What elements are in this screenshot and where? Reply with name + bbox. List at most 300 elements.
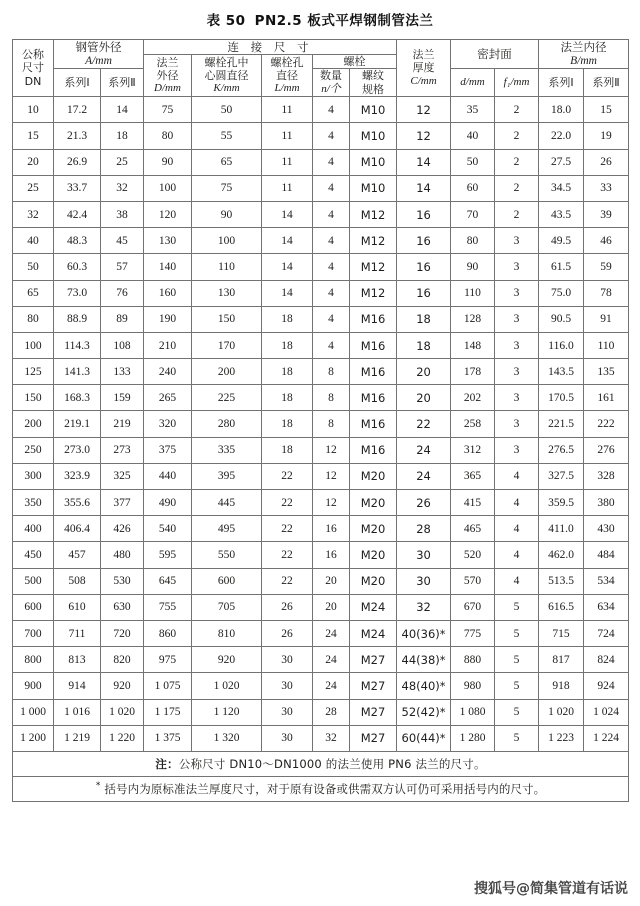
header-bolt-quantity-unit: n/个 <box>321 82 341 95</box>
cell-bolt-thread: M10 <box>350 97 397 123</box>
cell-bolt-qty: 24 <box>313 620 350 646</box>
cell-flange-od: 440 <box>144 463 192 489</box>
cell-seal-d: 670 <box>451 594 495 620</box>
table-row <box>13 594 629 620</box>
cell-flange-thickness: 48(40)* <box>397 673 451 699</box>
cell-bolt-qty: 4 <box>313 149 350 175</box>
cell-pipe-od-series2: 480 <box>101 542 144 568</box>
cell-flange-thickness: 24 <box>397 437 451 463</box>
cell-pipe-od-series1: 355.6 <box>54 490 101 516</box>
cell-flange-id-series1: 221.5 <box>539 411 584 437</box>
cell-seal-d: 128 <box>451 306 495 332</box>
header-series-2-pipe: 系列Ⅱ <box>101 69 144 97</box>
cell-seal-f1: 4 <box>495 490 539 516</box>
cell-bolt-circle-dia: 65 <box>192 149 262 175</box>
header-bolt-hole-l1: 螺栓孔 <box>270 55 304 69</box>
cell-flange-id-series1: 18.0 <box>539 97 584 123</box>
cell-pipe-od-series2: 45 <box>101 228 144 254</box>
cell-flange-od: 490 <box>144 490 192 516</box>
cell-bolt-hole-dia: 30 <box>262 725 313 751</box>
cell-seal-d: 60 <box>451 175 495 201</box>
cell-flange-id-series2: 222 <box>584 411 629 437</box>
cell-seal-d: 40 <box>451 123 495 149</box>
cell-flange-od: 210 <box>144 332 192 358</box>
cell-bolt-qty: 8 <box>313 385 350 411</box>
cell-bolt-qty: 4 <box>313 123 350 149</box>
table-row <box>13 673 629 699</box>
cell-flange-id-series1: 49.5 <box>539 228 584 254</box>
cell-bolt-circle-dia: 395 <box>192 463 262 489</box>
cell-flange-id-series2: 26 <box>584 149 629 175</box>
header-bolt-hole-unit: L/mm <box>274 82 300 95</box>
cell-flange-od: 1 175 <box>144 699 192 725</box>
cell-flange-id-series2: 484 <box>584 542 629 568</box>
header-pipe-od-l1: 钢管外径 <box>75 40 122 55</box>
cell-flange-thickness: 12 <box>397 97 451 123</box>
cell-flange-id-series1: 61.5 <box>539 254 584 280</box>
header-bolts: 螺栓 <box>313 55 397 69</box>
cell-flange-id-series2: 380 <box>584 490 629 516</box>
cell-pipe-od-series2: 76 <box>101 280 144 306</box>
cell-pipe-od-series2: 89 <box>101 306 144 332</box>
cell-bolt-thread: M20 <box>350 542 397 568</box>
cell-flange-thickness: 26 <box>397 490 451 516</box>
cell-seal-d: 110 <box>451 280 495 306</box>
cell-pipe-od-series1: 457 <box>54 542 101 568</box>
cell-flange-id-series1: 116.0 <box>539 332 584 358</box>
cell-flange-thickness: 30 <box>397 542 451 568</box>
cell-bolt-circle-dia: 55 <box>192 123 262 149</box>
cell-dn: 32 <box>13 201 54 227</box>
cell-flange-id-series2: 328 <box>584 463 629 489</box>
cell-pipe-od-series2: 377 <box>101 490 144 516</box>
cell-flange-od: 265 <box>144 385 192 411</box>
cell-flange-id-series1: 462.0 <box>539 542 584 568</box>
cell-bolt-hole-dia: 22 <box>262 568 313 594</box>
cell-seal-d: 1 080 <box>451 699 495 725</box>
cell-seal-d: 90 <box>451 254 495 280</box>
cell-pipe-od-series2: 325 <box>101 463 144 489</box>
cell-pipe-od-series1: 73.0 <box>54 280 101 306</box>
note-text: 公称尺寸 DN10～DN1000 的法兰使用 PN6 法兰的尺寸。 <box>178 756 486 771</box>
table-row <box>13 254 629 280</box>
header-row-1 <box>13 40 629 55</box>
watermark: 搜狐号@简集管道有话说 <box>474 881 628 897</box>
table-number: 表 50 <box>206 13 246 29</box>
cell-flange-thickness: 16 <box>397 201 451 227</box>
cell-seal-d: 148 <box>451 332 495 358</box>
cell-flange-id-series2: 110 <box>584 332 629 358</box>
table-row <box>13 385 629 411</box>
cell-seal-d: 415 <box>451 490 495 516</box>
cell-bolt-qty: 12 <box>313 490 350 516</box>
cell-pipe-od-series2: 133 <box>101 359 144 385</box>
cell-seal-f1: 2 <box>495 97 539 123</box>
header-series-1-pipe: 系列Ⅰ <box>54 69 101 97</box>
header-bolt-circle-diameter <box>192 55 262 97</box>
cell-flange-id-series2: 46 <box>584 228 629 254</box>
cell-bolt-qty: 32 <box>313 725 350 751</box>
cell-bolt-qty: 4 <box>313 175 350 201</box>
cell-flange-thickness: 18 <box>397 306 451 332</box>
cell-bolt-circle-dia: 200 <box>192 359 262 385</box>
header-bolt-hole-diameter <box>262 55 313 97</box>
cell-seal-d: 202 <box>451 385 495 411</box>
cell-bolt-circle-dia: 280 <box>192 411 262 437</box>
cell-pipe-od-series1: 21.3 <box>54 123 101 149</box>
cell-flange-od: 320 <box>144 411 192 437</box>
header-flange-od-l1: 法兰 <box>156 55 179 69</box>
cell-bolt-hole-dia: 18 <box>262 411 313 437</box>
cell-pipe-od-series1: 88.9 <box>54 306 101 332</box>
cell-flange-thickness: 22 <box>397 411 451 437</box>
header-bolt-circle-unit: K/mm <box>213 82 240 95</box>
cell-bolt-qty: 20 <box>313 568 350 594</box>
cell-seal-f1: 3 <box>495 332 539 358</box>
cell-bolt-qty: 4 <box>313 97 350 123</box>
cell-flange-id-series1: 90.5 <box>539 306 584 332</box>
header-bolt-circle-l1: 螺栓孔中 <box>204 55 249 69</box>
cell-dn: 50 <box>13 254 54 280</box>
header-pipe-od <box>54 40 144 69</box>
cell-pipe-od-series2: 32 <box>101 175 144 201</box>
cell-flange-id-series2: 33 <box>584 175 629 201</box>
header-series-1-flange-id: 系列Ⅰ <box>539 69 584 97</box>
cell-seal-f1: 3 <box>495 411 539 437</box>
cell-bolt-circle-dia: 920 <box>192 647 262 673</box>
cell-pipe-od-series1: 48.3 <box>54 228 101 254</box>
cell-pipe-od-series2: 14 <box>101 97 144 123</box>
cell-seal-d: 520 <box>451 542 495 568</box>
cell-bolt-hole-dia: 30 <box>262 647 313 673</box>
cell-pipe-od-series2: 1 020 <box>101 699 144 725</box>
cell-bolt-hole-dia: 22 <box>262 542 313 568</box>
cell-bolt-thread: M20 <box>350 463 397 489</box>
cell-seal-d: 465 <box>451 516 495 542</box>
table-footer <box>13 751 629 801</box>
cell-pipe-od-series1: 1 219 <box>54 725 101 751</box>
cell-bolt-hole-dia: 14 <box>262 228 313 254</box>
cell-pipe-od-series1: 508 <box>54 568 101 594</box>
cell-seal-f1: 3 <box>495 437 539 463</box>
cell-seal-f1: 3 <box>495 385 539 411</box>
cell-bolt-qty: 4 <box>313 254 350 280</box>
cell-flange-id-series1: 1 223 <box>539 725 584 751</box>
cell-bolt-qty: 12 <box>313 437 350 463</box>
cell-seal-f1: 2 <box>495 123 539 149</box>
cell-bolt-hole-dia: 18 <box>262 332 313 358</box>
cell-bolt-qty: 4 <box>313 332 350 358</box>
cell-flange-id-series2: 430 <box>584 516 629 542</box>
table-note <box>13 751 629 776</box>
cell-flange-id-series1: 411.0 <box>539 516 584 542</box>
cell-pipe-od-series1: 219.1 <box>54 411 101 437</box>
cell-bolt-hole-dia: 18 <box>262 359 313 385</box>
table-row <box>13 620 629 646</box>
cell-flange-id-series1: 817 <box>539 647 584 673</box>
cell-pipe-od-series2: 720 <box>101 620 144 646</box>
cell-seal-f1: 2 <box>495 149 539 175</box>
cell-bolt-hole-dia: 11 <box>262 123 313 149</box>
cell-bolt-circle-dia: 335 <box>192 437 262 463</box>
cell-dn: 1 200 <box>13 725 54 751</box>
cell-seal-f1: 3 <box>495 306 539 332</box>
header-seal-d: d/mm <box>451 69 495 97</box>
cell-bolt-thread: M27 <box>350 699 397 725</box>
cell-bolt-hole-dia: 26 <box>262 594 313 620</box>
cell-seal-f1: 5 <box>495 699 539 725</box>
cell-pipe-od-series1: 813 <box>54 647 101 673</box>
cell-bolt-thread: M16 <box>350 385 397 411</box>
cell-bolt-qty: 4 <box>313 228 350 254</box>
cell-bolt-thread: M12 <box>350 201 397 227</box>
table-footnote <box>13 776 629 801</box>
cell-flange-thickness: 14 <box>397 175 451 201</box>
cell-flange-id-series1: 276.5 <box>539 437 584 463</box>
cell-bolt-thread: M16 <box>350 359 397 385</box>
cell-dn: 400 <box>13 516 54 542</box>
cell-dn: 900 <box>13 673 54 699</box>
header-bolt-quantity-l1: 数量 <box>320 69 342 83</box>
cell-flange-od: 160 <box>144 280 192 306</box>
table-row <box>13 201 629 227</box>
header-nominal-size-l1: 公称 <box>22 48 44 61</box>
header-seal-f1: f₁/mm <box>495 69 539 97</box>
cell-bolt-hole-dia: 30 <box>262 673 313 699</box>
cell-seal-d: 178 <box>451 359 495 385</box>
table-container <box>0 39 640 802</box>
cell-flange-od: 140 <box>144 254 192 280</box>
table-row <box>13 332 629 358</box>
cell-flange-id-series2: 15 <box>584 97 629 123</box>
table-row <box>13 175 629 201</box>
cell-bolt-hole-dia: 30 <box>262 699 313 725</box>
header-sealing-face: 密封面 <box>451 40 539 69</box>
cell-bolt-circle-dia: 1 020 <box>192 673 262 699</box>
cell-flange-thickness: 60(44)* <box>397 725 451 751</box>
cell-flange-id-series1: 75.0 <box>539 280 584 306</box>
cell-flange-od: 120 <box>144 201 192 227</box>
table-row <box>13 359 629 385</box>
cell-pipe-od-series2: 920 <box>101 673 144 699</box>
header-bolt-thread-l1: 螺纹 <box>362 69 385 83</box>
cell-flange-thickness: 16 <box>397 228 451 254</box>
cell-flange-od: 755 <box>144 594 192 620</box>
cell-bolt-circle-dia: 50 <box>192 97 262 123</box>
cell-flange-thickness: 20 <box>397 385 451 411</box>
cell-bolt-hole-dia: 26 <box>262 620 313 646</box>
cell-flange-id-series2: 276 <box>584 437 629 463</box>
cell-bolt-hole-dia: 22 <box>262 490 313 516</box>
cell-seal-f1: 4 <box>495 568 539 594</box>
cell-pipe-od-series1: 406.4 <box>54 516 101 542</box>
cell-pipe-od-series1: 60.3 <box>54 254 101 280</box>
cell-flange-id-series1: 513.5 <box>539 568 584 594</box>
cell-dn: 10 <box>13 97 54 123</box>
cell-flange-id-series2: 924 <box>584 673 629 699</box>
cell-dn: 250 <box>13 437 54 463</box>
cell-flange-thickness: 40(36)* <box>397 620 451 646</box>
footnote-row <box>13 776 629 801</box>
cell-flange-thickness: 12 <box>397 123 451 149</box>
cell-pipe-od-series2: 630 <box>101 594 144 620</box>
header-nominal-size-l2: 尺寸 <box>22 61 44 75</box>
cell-pipe-od-series1: 114.3 <box>54 332 101 358</box>
cell-pipe-od-series2: 273 <box>101 437 144 463</box>
cell-flange-id-series2: 724 <box>584 620 629 646</box>
cell-bolt-qty: 4 <box>313 280 350 306</box>
cell-bolt-hole-dia: 22 <box>262 516 313 542</box>
cell-dn: 300 <box>13 463 54 489</box>
cell-bolt-thread: M27 <box>350 725 397 751</box>
cell-pipe-od-series1: 610 <box>54 594 101 620</box>
cell-flange-thickness: 32 <box>397 594 451 620</box>
table-row <box>13 97 629 123</box>
cell-dn: 125 <box>13 359 54 385</box>
cell-flange-thickness: 44(38)* <box>397 647 451 673</box>
cell-dn: 25 <box>13 175 54 201</box>
cell-bolt-qty: 8 <box>313 411 350 437</box>
cell-pipe-od-series1: 168.3 <box>54 385 101 411</box>
cell-flange-id-series2: 59 <box>584 254 629 280</box>
cell-flange-thickness: 28 <box>397 516 451 542</box>
header-bolt-quantity <box>313 69 350 97</box>
cell-bolt-thread: M16 <box>350 437 397 463</box>
cell-pipe-od-series1: 273.0 <box>54 437 101 463</box>
header-flange-od-l2: 外径 <box>156 68 179 82</box>
header-flange-thickness-l1: 法兰 <box>412 48 435 61</box>
cell-bolt-circle-dia: 150 <box>192 306 262 332</box>
table-row <box>13 280 629 306</box>
header-series-2-flange-id: 系列Ⅱ <box>584 69 629 97</box>
cell-bolt-hole-dia: 11 <box>262 149 313 175</box>
cell-pipe-od-series2: 1 220 <box>101 725 144 751</box>
cell-seal-d: 312 <box>451 437 495 463</box>
header-flange-thickness <box>397 40 451 97</box>
cell-seal-d: 880 <box>451 647 495 673</box>
header-nominal-size <box>13 40 54 97</box>
cell-pipe-od-series2: 108 <box>101 332 144 358</box>
cell-seal-f1: 4 <box>495 463 539 489</box>
cell-bolt-hole-dia: 11 <box>262 175 313 201</box>
cell-dn: 500 <box>13 568 54 594</box>
cell-bolt-hole-dia: 14 <box>262 254 313 280</box>
cell-bolt-hole-dia: 14 <box>262 280 313 306</box>
cell-bolt-thread: M24 <box>350 620 397 646</box>
cell-bolt-circle-dia: 130 <box>192 280 262 306</box>
cell-dn: 65 <box>13 280 54 306</box>
cell-bolt-circle-dia: 550 <box>192 542 262 568</box>
cell-bolt-thread: M12 <box>350 280 397 306</box>
cell-bolt-circle-dia: 600 <box>192 568 262 594</box>
cell-seal-d: 50 <box>451 149 495 175</box>
cell-seal-f1: 5 <box>495 620 539 646</box>
cell-flange-od: 190 <box>144 306 192 332</box>
cell-flange-thickness: 52(42)* <box>397 699 451 725</box>
cell-bolt-qty: 28 <box>313 699 350 725</box>
header-flange-thickness-unit: C/mm <box>410 74 437 87</box>
cell-seal-f1: 5 <box>495 647 539 673</box>
flange-dimensions-table <box>12 39 629 802</box>
cell-bolt-thread: M10 <box>350 175 397 201</box>
header-flange-od-unit: D/mm <box>154 82 181 95</box>
cell-seal-f1: 2 <box>495 201 539 227</box>
cell-flange-id-series2: 39 <box>584 201 629 227</box>
cell-flange-thickness: 24 <box>397 463 451 489</box>
cell-dn: 15 <box>13 123 54 149</box>
cell-flange-id-series2: 19 <box>584 123 629 149</box>
cell-bolt-thread: M24 <box>350 594 397 620</box>
cell-dn: 200 <box>13 411 54 437</box>
cell-bolt-qty: 24 <box>313 673 350 699</box>
cell-flange-thickness: 16 <box>397 280 451 306</box>
cell-bolt-thread: M10 <box>350 123 397 149</box>
cell-flange-id-series2: 78 <box>584 280 629 306</box>
cell-flange-id-series1: 170.5 <box>539 385 584 411</box>
table-row <box>13 490 629 516</box>
cell-flange-id-series1: 359.5 <box>539 490 584 516</box>
cell-bolt-hole-dia: 18 <box>262 437 313 463</box>
cell-bolt-thread: M20 <box>350 490 397 516</box>
header-bolt-circle-l2: 心圆直径 <box>204 68 249 82</box>
table-row <box>13 568 629 594</box>
table-row <box>13 228 629 254</box>
cell-bolt-thread: M20 <box>350 568 397 594</box>
table-row <box>13 123 629 149</box>
cell-dn: 150 <box>13 385 54 411</box>
table-row <box>13 647 629 673</box>
cell-bolt-thread: M27 <box>350 647 397 673</box>
cell-bolt-thread: M16 <box>350 306 397 332</box>
cell-flange-od: 375 <box>144 437 192 463</box>
cell-bolt-circle-dia: 170 <box>192 332 262 358</box>
cell-pipe-od-series1: 1 016 <box>54 699 101 725</box>
cell-flange-id-series2: 1 024 <box>584 699 629 725</box>
table-row <box>13 463 629 489</box>
cell-bolt-circle-dia: 110 <box>192 254 262 280</box>
cell-flange-thickness: 20 <box>397 359 451 385</box>
header-nominal-size-l3: DN <box>24 74 42 88</box>
cell-flange-id-series1: 34.5 <box>539 175 584 201</box>
cell-flange-od: 130 <box>144 228 192 254</box>
cell-flange-od: 100 <box>144 175 192 201</box>
cell-flange-id-series2: 161 <box>584 385 629 411</box>
cell-dn: 20 <box>13 149 54 175</box>
cell-bolt-circle-dia: 1 320 <box>192 725 262 751</box>
cell-pipe-od-series2: 25 <box>101 149 144 175</box>
table-row <box>13 516 629 542</box>
cell-flange-id-series2: 1 224 <box>584 725 629 751</box>
table-row <box>13 437 629 463</box>
cell-bolt-thread: M27 <box>350 673 397 699</box>
header-flange-id-unit: B/mm <box>570 55 597 68</box>
cell-pipe-od-series2: 219 <box>101 411 144 437</box>
cell-seal-f1: 5 <box>495 673 539 699</box>
table-title-text: PN2.5 板式平焊钢制管法兰 <box>254 13 434 29</box>
cell-seal-d: 35 <box>451 97 495 123</box>
cell-bolt-circle-dia: 495 <box>192 516 262 542</box>
table-row <box>13 411 629 437</box>
cell-seal-f1: 3 <box>495 280 539 306</box>
cell-dn: 450 <box>13 542 54 568</box>
table-row <box>13 699 629 725</box>
cell-bolt-thread: M16 <box>350 332 397 358</box>
cell-bolt-circle-dia: 445 <box>192 490 262 516</box>
cell-dn: 100 <box>13 332 54 358</box>
table-row <box>13 149 629 175</box>
header-flange-od <box>144 55 192 97</box>
cell-seal-d: 70 <box>451 201 495 227</box>
